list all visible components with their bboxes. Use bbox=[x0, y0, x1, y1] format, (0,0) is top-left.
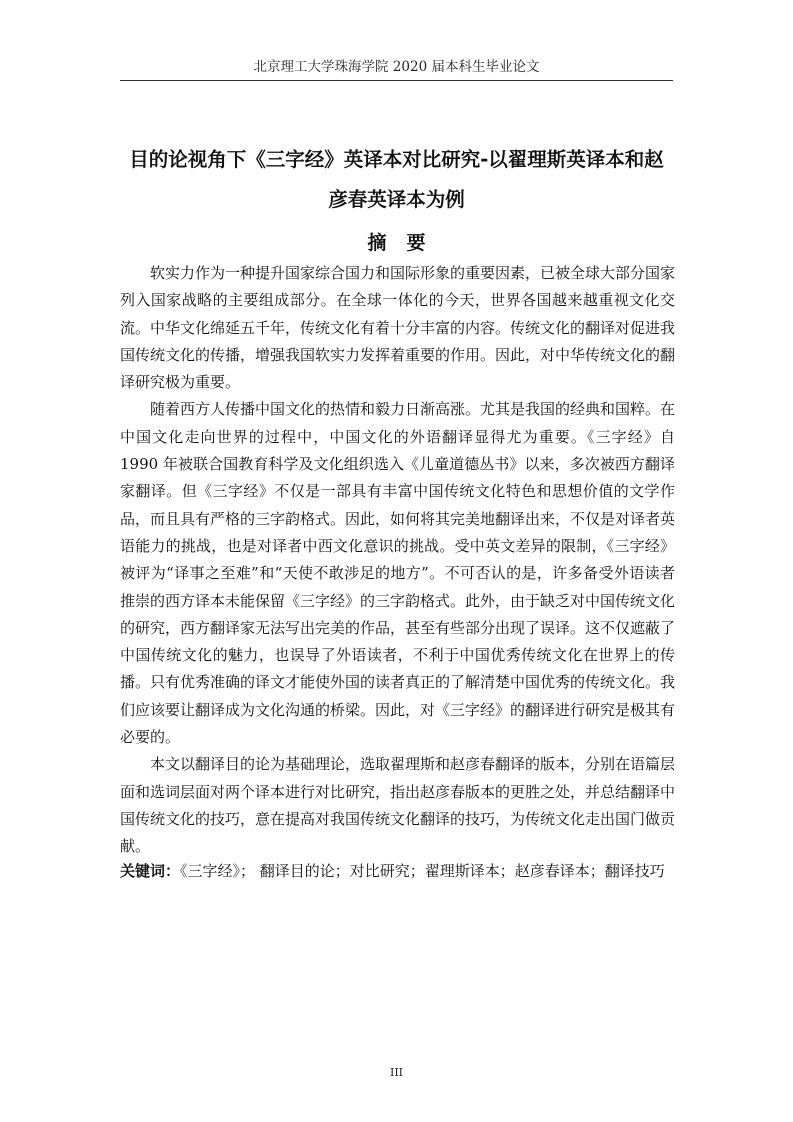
abstract-heading: 摘要 bbox=[367, 232, 446, 254]
abstract-paragraph-3: 本文以翻译目的论为基础理论，选取翟理斯和赵彦春翻译的版本，分别在语篇层面和选词层面对两个译本进行对比研究，指出赵彦春版本的更胜之处，并总结翻译中国传统文化的技巧，意在提高对我国传统文化翻译的技巧，为传统文化走出国门做贡献。 bbox=[120, 755, 676, 856]
keywords-text: 《三字经》； 翻译目的论；对比研究；翟理斯译本；赵彦春译本；翻译技巧 bbox=[180, 862, 665, 880]
paper-title bbox=[118, 140, 675, 220]
header-rule bbox=[120, 80, 673, 81]
page-number: III bbox=[389, 1066, 404, 1079]
paper-title-line-1: 目的论视角下《三字经》英译本对比研究-以翟理斯英译本和赵 bbox=[129, 148, 664, 171]
abstract-paragraph-1: 软实力作为一种提升国家综合国力和国际形象的重要因素，已被全球大部分国家列入国家战略的主要组成部分。在全球一体化的今天，世界各国越来越重视文化交流。中华文化绵延五千年，传统文化有着十分丰富的内容。传统文化的翻译对促进我国传统文化的传播，增强我国软实力发挥着重要的作用。因此，对中华传统文化的翻译研究极为重要。 bbox=[120, 264, 676, 392]
keywords-label: 关键词： bbox=[120, 862, 181, 880]
paper-title-line-2: 彦春英译本为例 bbox=[328, 188, 465, 211]
abstract-paragraph-2: 随着西方人传播中国文化的热情和毅力日渐高涨。尤其是我国的经典和国粹。在中国文化走向世界的过程中，中国文化的外语翻译显得尤为重要。《三字经》自 1990 年被联合国教育科学及文化组织选入《儿童道德丛书》以来，多次被西方翻译家翻译。但《三字经》不仅是一部具有丰富中国传统文化特色和思想价值的文学作品，而且具有严格的三字韵格式。因此，如何将其完美地翻译出来，不仅是对译者英语能力的挑战，也是对译者中西文化意识的挑战。受中英文差异的限制，《三字经》被评为“译事之至难”和“天使不敢涉足的地方”。不可否认的是，许多备受外语读者推崇的西方译本未能保留《三字经》的三字韵格式。此外，由于缺乏对中国传统文化的研究，西方翻译家无法写出完美的作品，甚至有些部分出现了误译。这不仅遮蔽了中国传统文化的魅力，也误导了外语读者，不利于中国优秀传统文化在世界上的传播。只有优秀准确的译文才能使外国的读者真正的了解清楚中国优秀的传统文化。我们应该要让翻译成为文化沟通的桥梁。因此，对《三字经》的翻译进行研究是极其有必要的。 bbox=[120, 400, 676, 747]
keywords bbox=[120, 858, 675, 885]
running-header: 北京理工大学珠海学院 2020 届本科生毕业论文 bbox=[253, 59, 540, 75]
abstract-body bbox=[120, 260, 675, 861]
